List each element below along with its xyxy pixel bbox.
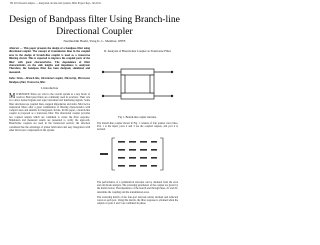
through-line-bottom [121, 93, 154, 99]
section-heading-intro: I. Introduction [40, 86, 59, 91]
paper-title: Design of Bandpass filter Using Branch-line Directional Coupler [9, 14, 180, 37]
matrix-bracket-left [112, 138, 115, 170]
matrix-bracket-right [160, 138, 163, 170]
through-line-top [121, 69, 154, 75]
analysis-paragraph-2: The performance of a symmetrical structure can be obtained from the even and odd mode analysis. The scattering parameters of the coupler are given by the matrix below. The impedance of the branch and through lines, Z1 and Z2, determine the coupling and the transmission zeros. [97, 180, 178, 194]
port-1-marker [102, 70, 104, 72]
author-line: Nazmuddin Bashi, Yang K. L. Member, IEEE [63, 39, 126, 43]
index-terms: Index Terms—Branch-line, Directional coupler, Microstrip, Microwave Bandpass filter, Transverse filter. [9, 77, 90, 84]
drop-cap: M [9, 92, 16, 101]
right-column [97, 47, 178, 206]
analysis-paragraph-1: The branch-line coupler shown in Fig. 1 consists of four quarter wave lines. Port 1 is the input; ports 2 and 3 are the coupled outputs, and port 4 is isolated. [97, 121, 178, 132]
branch-line-left [121, 75, 125, 93]
coupler-figure [97, 58, 178, 110]
running-header: ISI 2011 Kuala Lumpur — Integrated circuits and systems, Mini Project Rep., Jun 2011 [10, 2, 102, 5]
abstract: Abstract — This paper presents the design of a bandpass filter using directional coupler. The concept of transmission lines in the coupled area in the design of branch-line coupler is used as a transverse filtering circuit. This is expected to improve the coupled ports of the filter with good characteristics. The dependence of filter characteristics on the stub lengths and impedance is analyzed. Therefore, the bandpass filter has been designed, simulated and measured. [9, 47, 90, 74]
branch-line-right [150, 75, 154, 93]
figure-caption: Fig. 1. Branch-line coupler structure. [118, 115, 157, 119]
section-heading-analysis: II. Analysis of Branch-line Coupler as Transverse Filter [104, 49, 171, 53]
intro-text: ICROWAVE filters are vital to the overall system as a key block of receiver. Band pass filters are commonly used in receivers. Their role is to allow desired signals and reject unwanted and interfering signals. Some filter structures use coupled lines, stepped impedances and stubs. Microwave transversal filters offer a great combination of filtering characteristics with compact sizes and suitable for integrated circuits. In this paper, a branch-line coupler is proposed as a transverse filter. The directional coupler provides two coupled outputs which are combined to create the filter response. Simulation and measured results are presented to verify the approach. Branch-line couplers are used in the transversal section; the structure considered has the advantage of planar fabrication and easy integration with other microwave components in the system. [9, 92, 90, 132]
left-column [9, 47, 90, 132]
port-2-marker [171, 70, 173, 72]
intro-paragraph [9, 93, 90, 133]
port-3-marker [171, 94, 173, 96]
scattering-matrix-equation [97, 134, 178, 174]
matrix-lhs [100, 153, 108, 155]
matrix-entries [118, 141, 157, 167]
analysis-paragraph-3: The scattering matrix of the four-port network relates incident and reflected waves at each port. Using this matrix, the filter response is obtained when the outputs of ports 2 and 3 are combined in phase. [97, 195, 178, 206]
port-4-marker [102, 94, 104, 96]
